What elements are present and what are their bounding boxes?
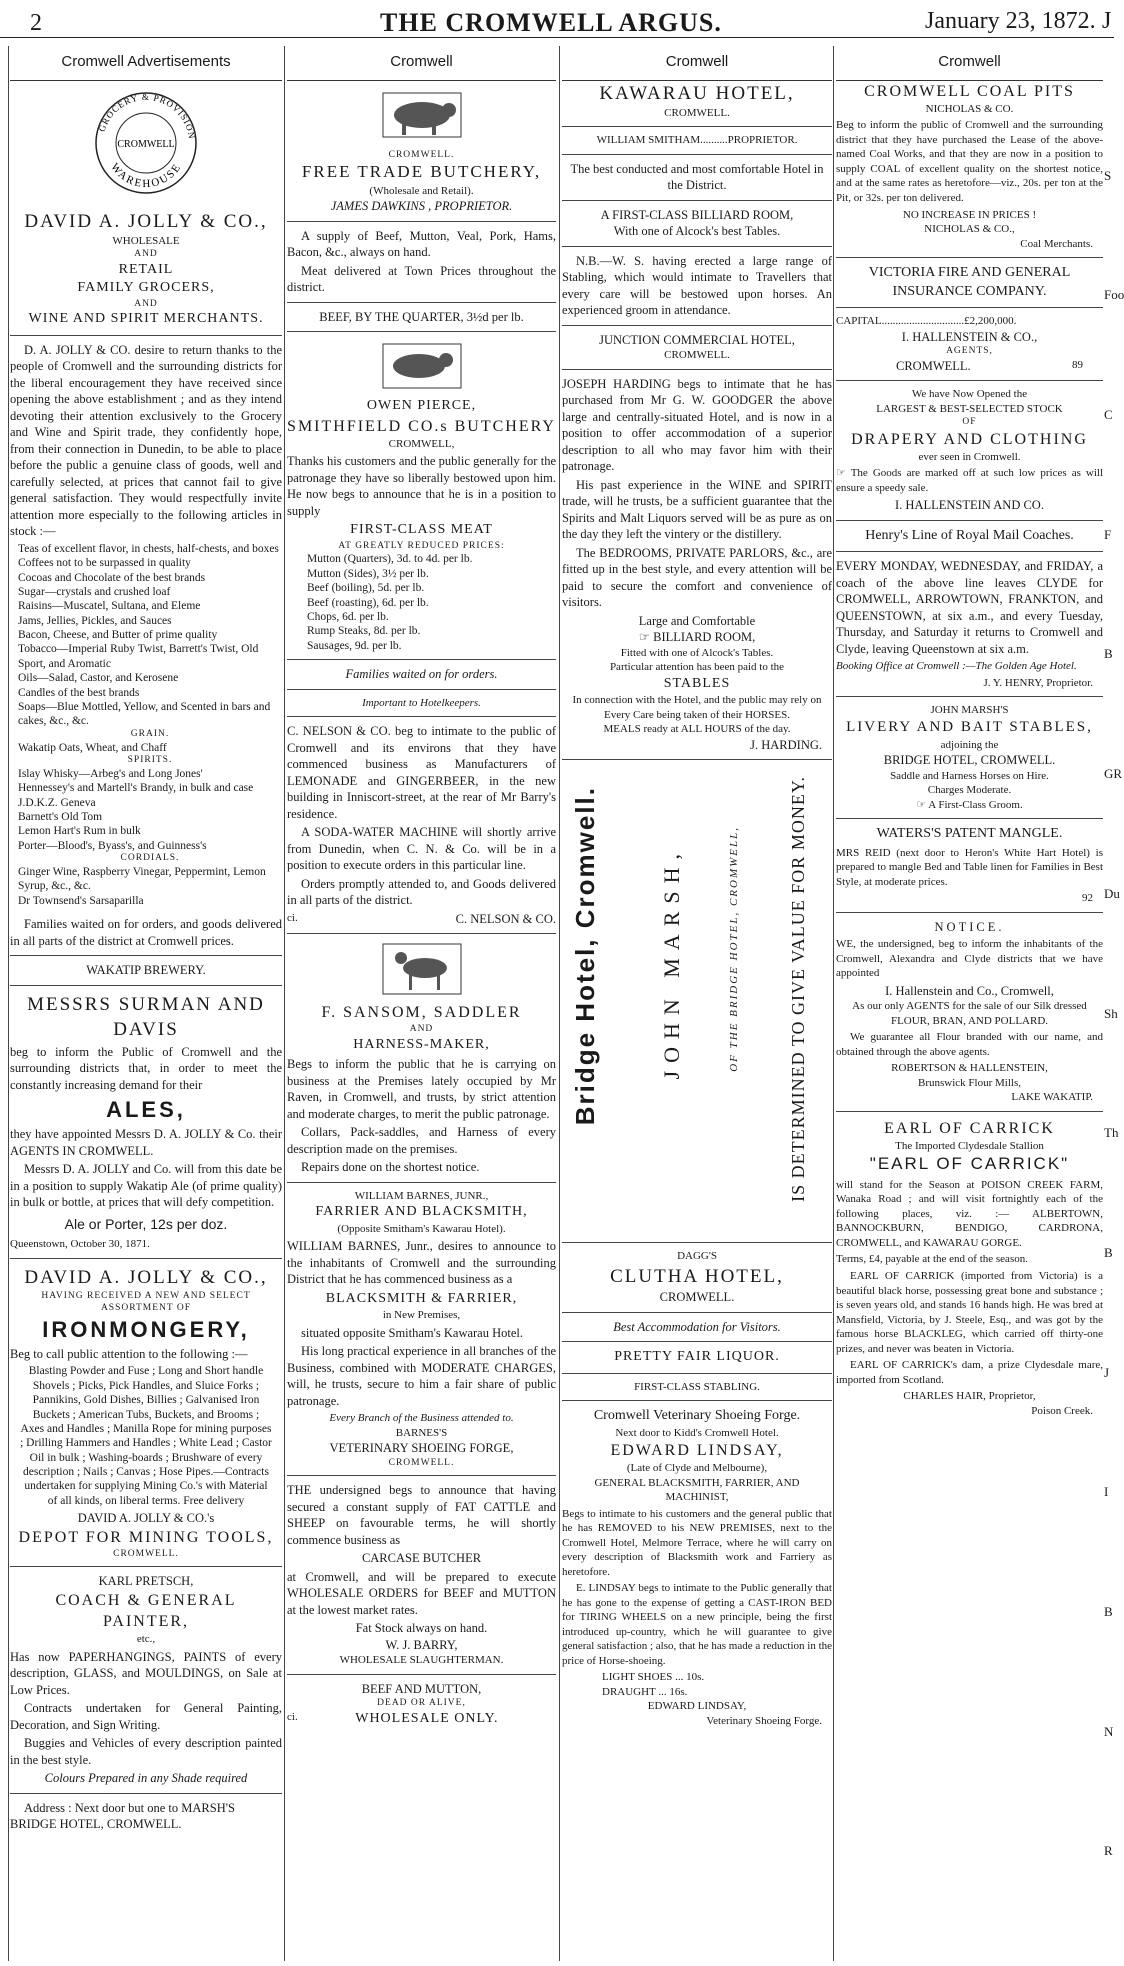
- carrick-sig: CHARLES HAIR, Proprietor,: [903, 1390, 1036, 1403]
- pretsch-etc: etc.,: [136, 1633, 156, 1646]
- column-3: [562, 46, 832, 1961]
- drapery-note: The Goods are marked off at such low prices as will ensure a speedy sale.: [836, 467, 1103, 494]
- forge-sig: EDWARD LINDSAY,: [647, 1700, 747, 1713]
- kawarau-ad: [562, 81, 832, 319]
- victoria-title: VICTORIA FIRE AND GENERAL INSURANCE COMPANY.: [868, 265, 1071, 299]
- brewery-ales: ALES,: [106, 1097, 186, 1123]
- carrick-ad: [836, 1118, 1103, 1418]
- svg-text:GROCERY & PROVISION: [97, 92, 197, 140]
- sansom-ad: [287, 940, 556, 1176]
- barnes-sub: (Opposite Smitham's Kawarau Hotel).: [337, 1222, 506, 1235]
- coal-sig: NICHOLAS & CO.,: [924, 223, 1015, 236]
- brewery-ad: [10, 962, 282, 1252]
- victoria-place: CROMWELL.: [896, 358, 971, 373]
- notice-body2: We guarantee all Flour branded with our name, and obtained through the above agents.: [836, 1031, 1103, 1058]
- barnes-forge: VETERINARY SHOEING FORGE,: [329, 1441, 514, 1456]
- brewery-lead: MESSRS SURMAN AND DAVIS: [27, 993, 265, 1040]
- forge-next: Next door to Kidd's Cromwell Hotel.: [615, 1426, 779, 1439]
- dawkins-place: CROMWELL.: [388, 149, 455, 160]
- list-item: Dr Townsend's Sarsaparilla: [18, 894, 144, 907]
- barnes-sig: BARNES'S: [395, 1426, 448, 1439]
- forge-name: EDWARD LINDSAY,: [610, 1442, 784, 1460]
- ironmongery-place: CROMWELL.: [113, 1548, 179, 1559]
- barry-offer: BEEF AND MUTTON,: [361, 1681, 482, 1696]
- junction-title: JUNCTION COMMERCIAL HOTEL,: [599, 332, 795, 347]
- carrick-name: "EARL OF CARRICK": [869, 1154, 1070, 1174]
- edge-fragment: Th: [1104, 1125, 1119, 1141]
- marsh-charges: Charges Moderate.: [927, 784, 1012, 797]
- list-item: Bacon, Cheese, and Butter of prime quality: [18, 629, 218, 642]
- pierce-ad: [287, 338, 556, 682]
- edge-fragment: Du: [1104, 885, 1120, 901]
- henry-office: Booking Office at Cromwell :—The Golden Age Hotel.: [836, 660, 1077, 673]
- nelson-body: C. NELSON & CO. beg to intimate to the public of Cromwell and its environs that they have commenced business as Manufacturers of LEMONADE and GINGERBEER, in the new building in Inniscort-street, at the rear of Mr Barry's residence.: [287, 724, 556, 821]
- jolly-line: RETAIL: [118, 261, 174, 277]
- masthead: [0, 0, 1114, 38]
- list-item: Islay Whisky—Arbeg's and Long Jones': [18, 767, 203, 780]
- kawarau-place: CROMWELL.: [664, 106, 730, 119]
- list-item: Candles of the best brands: [18, 686, 140, 699]
- brewery-head: WAKATIP BREWERY.: [86, 963, 206, 978]
- junction-place: CROMWELL.: [664, 349, 730, 362]
- victoria-num: 89: [1072, 358, 1083, 371]
- barnes-body2: situated opposite Smitham's Kawarau Hotel.: [301, 1325, 524, 1340]
- column-divider: [284, 46, 285, 1961]
- kawarau-billiard: A FIRST-CLASS BILLIARD ROOM,: [600, 207, 794, 222]
- brewery-body3: Messrs D. A. JOLLY and Co. will from this date be in a position to supply Wakatip Ale (of prime quality) in bulk or bottle, at prices that will defy competition.: [10, 1162, 282, 1210]
- barnes-ad: [287, 1189, 556, 1470]
- kawarau-prop: WILLIAM SMITHAM..........PROPRIETOR.: [596, 134, 798, 147]
- list-item: Barnett's Old Tom: [18, 810, 103, 823]
- dawkins-title: FREE TRADE BUTCHERY,: [301, 162, 542, 182]
- clutha-title: CLUTHA HOTEL,: [610, 1265, 784, 1287]
- drapery-stock: LARGEST & BEST-SELECTED STOCK: [876, 402, 1063, 415]
- list-item: Hennessey's and Martell's Brandy, in bulk and case: [18, 782, 254, 795]
- edge-fragment: B: [1104, 1603, 1113, 1619]
- mangle-num: 92: [1082, 892, 1093, 905]
- list-item: Lemon Hart's Rum in bulk: [18, 825, 141, 838]
- forge-late: (Late of Clyde and Melbourne),: [626, 1462, 768, 1475]
- seal-ring-text: GROCERY & PROVISION: [96, 91, 197, 140]
- list-heading: GRAIN.: [130, 728, 170, 739]
- sansom-body: Begs to inform the public that he is carrying on business at the Premises lately occupied by Mr Raven, in Cromwell, and trusts, by strict attention and moderate charges, to merit the public patronage.: [287, 1057, 556, 1121]
- coal-sig2: Coal Merchants.: [1020, 237, 1093, 250]
- marsh-hotel: BRIDGE HOTEL, CROMWELL.: [883, 753, 1056, 768]
- dawkins-sub: (Wholesale and Retail).: [369, 184, 474, 197]
- pretsch-body2: Contracts undertaken for General Painting, Decoration, and Sign Writing.: [10, 1701, 282, 1732]
- drapery-sig: I. HALLENSTEIN AND CO.: [895, 498, 1044, 513]
- list-item: Wakatip Oats, Wheat, and Chaff: [18, 741, 167, 754]
- clutha-ad: [562, 1249, 832, 1394]
- edge-fragment: J: [1104, 1364, 1110, 1380]
- barry-ci: ci.: [287, 1710, 298, 1723]
- kawarau-tables: With one of Alcock's best Tables.: [613, 224, 781, 239]
- henry-sig: J. Y. HENRY, Proprietor.: [983, 676, 1093, 689]
- seal-bottom-text: WAREHOUSE: [108, 160, 185, 190]
- drapery-title: DRAPERY AND CLOTHING: [851, 430, 1088, 448]
- barry-stock: Fat Stock always on hand.: [355, 1621, 488, 1636]
- notice-as: As our only AGENTS for the sale of our Silk dressed: [852, 1000, 1087, 1013]
- list-item: Beef (boiling), 5d. per lb.: [307, 582, 425, 595]
- ironmongery-ad: [10, 1265, 282, 1561]
- list-item: Chops, 6d. per lb.: [307, 610, 389, 623]
- list-item: Oils—Salad, Castor, and Kerosene: [18, 672, 179, 685]
- mangle-body: MRS REID (next door to Heron's White Hart Hotel) is prepared to mangle Bed and Table linen for Families in Best Style, at moderate prices.: [836, 846, 1103, 888]
- pierce-reduced: AT GREATLY REDUCED PRICES:: [338, 540, 505, 551]
- victoria-agent: I. HALLENSTEIN & CO.,: [901, 329, 1038, 344]
- kawarau-body: The best conducted and most comfortable Hotel in the District.: [570, 161, 824, 193]
- clutha-stabling: FIRST-CLASS STABLING.: [634, 1380, 760, 1393]
- hand-pointer-icon: ☞: [916, 798, 929, 811]
- drapery-note-row: [836, 466, 1103, 495]
- edge-fragment: Foo: [1104, 287, 1124, 303]
- list-item: Soaps—Blue Mottled, Yellow, and Scented in bars and cakes, &c., &c.: [18, 700, 271, 728]
- list-heading: SPIRITS.: [127, 754, 173, 765]
- jolly-line: WINE AND SPIRIT MERCHANTS.: [28, 311, 264, 327]
- pierce-meat: FIRST-CLASS MEAT: [350, 522, 493, 538]
- list-item: Mutton (Quarters), 3d. to 4d. per lb.: [307, 553, 473, 566]
- list-item: Tobacco—Imperial Ruby Twist, Barrett's Twist, Old Sport, and Aromatic: [18, 643, 259, 670]
- jolly-and: AND: [134, 298, 158, 309]
- forge-draught: DRAUGHT ... 16s.: [602, 1685, 688, 1698]
- carrick-intro: The Imported Clydesdale Stallion: [895, 1139, 1044, 1152]
- nelson-head: Important to Hotelkeepers.: [362, 696, 481, 709]
- edge-fragment: F: [1104, 526, 1112, 542]
- ironmongery-depot: DEPOT FOR MINING TOOLS,: [18, 1528, 274, 1546]
- forge-sig2: Veterinary Shoeing Forge.: [706, 1714, 822, 1727]
- carrick-place: Poison Creek.: [1031, 1404, 1093, 1417]
- list-item: Cocoas and Chocolate of the best brands: [18, 571, 206, 584]
- edge-fragment: B: [1104, 1244, 1113, 1260]
- bridge-hotel-ad: [562, 766, 832, 1236]
- junction-body: JOSEPH HARDING begs to intimate that he has purchased from Mr G. W. GOODGER the above large and centrally-situated Hotel, and is now in a position to offer accommodation of a superior description to all who may favor him with their patronage.: [562, 376, 832, 474]
- barnes-trade: BLACKSMITH & FARRIER,: [325, 1290, 518, 1306]
- barnes-premises: in New Premises,: [382, 1309, 461, 1322]
- dawkins-ad: [287, 85, 556, 325]
- pretsch-body: Has now PAPERHANGINGS, PAINTS of every description, GLASS, and MOULDINGS, on Sale at Low Prices.: [10, 1649, 282, 1697]
- bridge-of: OF THE BRIDGE HOTEL, CROMWELL,: [728, 826, 740, 1073]
- carrick-terms: Terms, £4, payable at the end of the season.: [836, 1253, 1028, 1266]
- pretsch-ad: [10, 1573, 282, 1832]
- coal-body: Beg to inform the public of Cromwell and the surrounding district that they have purchased the Lease of the above-named Coal Works, and that they are now in a position to supply COAL of excellent quality on the shortest notice, and at the same rates as heretofore—viz., 20s. per ton at the Pit, or 32s. per ton delivered.: [836, 119, 1103, 204]
- list-item: Coffees not to be surpassed in quality: [18, 557, 191, 570]
- barry-dead: DEAD OR ALIVE,: [377, 1698, 466, 1709]
- marsh-hire: Saddle and Harness Horses on Hire.: [890, 769, 1049, 782]
- drapery-ever: ever seen in Cromwell.: [918, 450, 1021, 463]
- list-item: Mutton (Sides), 3½ per lb.: [307, 567, 429, 580]
- bridge-hotel-title: Bridge Hotel, Cromwell.: [570, 786, 600, 1126]
- brewery-date: Queenstown, October 30, 1871.: [10, 1238, 150, 1251]
- junction-meals: MEALS ready at ALL HOURS of the day.: [603, 723, 791, 736]
- next-page-edge: J: [1102, 8, 1112, 34]
- list-item: Teas of excellent flavor, in chests, half-chests, and boxes: [18, 542, 279, 555]
- edge-fragment: S: [1104, 167, 1112, 183]
- marsh-groom-row: [836, 798, 1103, 813]
- jolly-line: WHOLESALE: [112, 234, 180, 247]
- list-item: Beef (roasting), 6d. per lb.: [307, 596, 429, 609]
- barnes-title: FARRIER AND BLACKSMITH,: [315, 1204, 528, 1220]
- barry-body: THE undersigned begs to announce that having secured a constant supply of FAT CATTLE and SHEEP on favourable terms, he will shortly commence business as: [287, 1483, 556, 1547]
- notice-body: WE, the undersigned, beg to inform the inhabitants of the Cromwell, Alexandra and Clyde districts that we have appointed: [836, 938, 1103, 980]
- sansom-sub: HARNESS-MAKER,: [353, 1036, 490, 1052]
- edge-fragment: Sh: [1104, 1005, 1118, 1021]
- list-item: J.D.K.Z. Geneva: [18, 796, 96, 809]
- pierce-title: SMITHFIELD CO.s BUTCHERY: [287, 417, 556, 435]
- junction-stables: STABLES: [663, 675, 731, 691]
- pierce-footer: Families waited on for orders.: [345, 667, 498, 681]
- nelson-ci: ci.: [287, 911, 298, 924]
- coal-pits-ad: [836, 81, 1103, 251]
- victoria-capital: CAPITAL..............................£2,200,000.: [836, 315, 1017, 327]
- junction-care: Every Care being taken of their HORSES.: [603, 708, 791, 721]
- forge-light: LIGHT SHOES ... 10s.: [602, 1671, 705, 1684]
- marsh-title: LIVERY AND BAIT STABLES,: [846, 718, 1093, 735]
- flour-notice-ad: [836, 919, 1103, 1105]
- barry-trade: CARCASE BUTCHER: [361, 1551, 482, 1566]
- jolly-grocer-ad: [10, 85, 282, 949]
- column-2: [287, 46, 556, 1961]
- forge-body2: E. LINDSAY begs to intimate to the Public generally that he has gone to the expense of getting a CAST-IRON BED for TIRING WHEELS on a new principle, being the first introduced up-country, which he will guarantee to give general satisfaction ; also, that he has made a reduction in the price of Horse-shoeing.: [562, 1582, 833, 1667]
- newspaper-title: THE CROMWELL ARGUS.: [380, 8, 722, 37]
- sansom-and: AND: [409, 1024, 434, 1035]
- marsh-groom: A First-Class Groom.: [928, 798, 1023, 811]
- kawarau-title: KAWARAU HOTEL,: [599, 82, 795, 104]
- ox-icon: [377, 338, 467, 393]
- marsh-head: JOHN MARSH'S: [930, 704, 1009, 717]
- edge-fragment: N: [1104, 1723, 1114, 1739]
- ironmongery-intro: Beg to call public attention to the following :—: [10, 1346, 248, 1361]
- notice-flour: FLOUR, BRAN, AND POLLARD.: [890, 1014, 1049, 1027]
- notice-lake: LAKE WAKATIP.: [1011, 1091, 1093, 1104]
- barnes-head: WILLIAM BARNES, JUNR.,: [354, 1189, 489, 1202]
- kawarau-nb: N.B.—W. S. having erected a large range of Stabling, which would intimate to Travellers that every care will be bestowed upon horses. An experienced groom in attendance.: [562, 253, 832, 318]
- edge-fragment: B: [1104, 646, 1113, 662]
- pretsch-address: Address : Next door but one to MARSH'S BRIDGE HOTEL, CROMWELL.: [10, 1800, 235, 1832]
- list-item: Rump Steaks, 8d. per lb.: [307, 625, 421, 638]
- horse-icon: [377, 940, 467, 998]
- jolly-name: DAVID A. JOLLY & CO.,: [24, 210, 268, 232]
- junction-sig: J. HARDING.: [750, 737, 822, 752]
- column-heading: Cromwell Advertisements: [10, 46, 282, 81]
- ironmongery-sub: HAVING RECEIVED A NEW AND SELECT ASSORTMENT OF: [41, 1290, 251, 1314]
- list-item: Ginger Wine, Raspberry Vinegar, Peppermint, Lemon Syrup, &c., &c.: [18, 865, 266, 893]
- nelson-body3: Orders promptly attended to, and Goods delivered in all parts of the district.: [287, 876, 556, 908]
- clutha-liquor: PRETTY FAIR LIQUOR.: [614, 1349, 780, 1365]
- junction-room: Large and Comfortable: [638, 613, 756, 628]
- junction-billiard-row: [562, 629, 832, 646]
- edge-fragment: I: [1104, 1484, 1109, 1500]
- column-1: [10, 46, 282, 1961]
- clutha-best: Best Accommodation for Visitors.: [613, 1319, 781, 1334]
- junction-ad: [562, 332, 832, 754]
- barry-sig: W. J. BARRY,: [385, 1637, 458, 1652]
- barry-body2: at Cromwell, and will be prepared to execute WHOLESALE ORDERS for BEEF and MUTTON at the lowest market rates.: [287, 1569, 556, 1617]
- clutha-dagg: DAGG'S: [677, 1250, 717, 1263]
- hand-pointer-icon: ☞: [836, 467, 851, 480]
- junction-body2: His past experience in the WINE and SPIRIT trade, will he trusts, be a sufficient guarantee that the Spirits and Malt Liquors served will be as pure as on the day they left the vintery or the distillery.: [562, 477, 832, 542]
- drapery-intro: We have Now Opened the: [911, 388, 1028, 401]
- issue-date: January 23, 1872.: [925, 8, 1096, 34]
- pretsch-colours: Colours Prepared in any Shade required: [44, 1771, 248, 1786]
- list-item: Porter—Blood's, Byass's, and Guinness's: [18, 839, 207, 852]
- nelson-sig: C. NELSON & CO.: [455, 911, 556, 926]
- marsh-stables-ad: [836, 703, 1103, 812]
- notice-sig: ROBERTSON & HALLENSTEIN,: [891, 1062, 1048, 1075]
- edge-fragment: C: [1104, 407, 1113, 423]
- barnes-place: CROMWELL.: [388, 1457, 455, 1468]
- carrick-body3: EARL OF CARRICK's dam, a prize Clydesdale mare, imported from Scotland.: [836, 1359, 1103, 1386]
- barnes-body3: His long practical experience in all branches of the Business, combined with MODERATE CHARGES, will, he trusts, secure to him a fair share of public patronage.: [287, 1344, 556, 1408]
- lindsay-ad: [562, 1407, 832, 1728]
- column-divider: [559, 46, 560, 1961]
- dawkins-note: Meat delivered at Town Prices throughout the district.: [287, 263, 556, 295]
- ox-icon: [377, 85, 467, 145]
- edge-fragment: GR: [1104, 766, 1123, 782]
- drapery-of: OF: [962, 417, 977, 428]
- carrick-body2: EARL OF CARRICK (imported from Victoria) is a beautiful black horse, possessing great bone and substance ; is seven years old, and stands 16 hands high. He was bred at Mansfield, Victoria, by J. Steele, Esq., and was got by the famous horse BLACKLEG, which carried off thirty-one prizes, and never was beaten in Victoria.: [836, 1269, 1103, 1355]
- henry-coaches-ad: [836, 527, 1103, 691]
- nelson-ad: [287, 696, 556, 928]
- column-divider: [833, 46, 834, 1961]
- pretsch-head: KARL PRETSCH,: [98, 1574, 194, 1589]
- list-item: Jams, Jellies, Pickles, and Sauces: [18, 614, 172, 627]
- pretsch-body3: Buggies and Vehicles of every description painted in the best style.: [10, 1736, 282, 1767]
- coal-increase: NO INCREASE IN PRICES !: [902, 208, 1037, 221]
- ironmongery-sig: DAVID A. JOLLY & CO.'s: [77, 1511, 215, 1526]
- pierce-place: CROMWELL,: [388, 437, 455, 450]
- column-4: [836, 46, 1103, 1961]
- brewery-price: Ale or Porter, 12s per doz.: [64, 1215, 228, 1232]
- list-heading: CORDIALS.: [120, 853, 180, 864]
- forge-trade: GENERAL BLACKSMITH, FARRIER, AND MACHINIST,: [594, 1476, 800, 1504]
- carrick-body: will stand for the Season at POISON CREEK FARM, Wanaka Road ; and will visit fortnightly each of the following places, viz. :— ALBERTOWN, BANNOCKBURN, BENDIGO, CARDRONA, CROMWELL, and KAWARAU GORGE.: [836, 1178, 1103, 1249]
- junction-fitted: Fitted with one of Alcock's Tables.: [620, 646, 774, 659]
- notice-head: NOTICE.: [934, 919, 1005, 934]
- seal-center-text: CROMWELL: [117, 138, 175, 150]
- drapery-ad: [836, 387, 1103, 514]
- forge-title: Cromwell Veterinary Shoeing Forge.: [593, 1408, 801, 1424]
- column-heading: Cromwell: [287, 46, 556, 81]
- column-divider: [8, 46, 9, 1961]
- barry-whole: WHOLESALE ONLY.: [355, 1710, 499, 1726]
- junction-billiard: BILLIARD ROOM,: [653, 630, 756, 645]
- junction-body3: The BEDROOMS, PRIVATE PARLORS, &c., are fitted up in the best style, and every attention will be paid to secure the comfort and convenience of visitors.: [562, 545, 832, 610]
- bridge-slogan: IS DETERMINED TO GIVE VALUE FOR MONEY.: [788, 776, 808, 1203]
- notice-mills: Brunswick Flour Mills,: [918, 1076, 1021, 1089]
- mangle-ad: [836, 825, 1103, 906]
- column-heading: Cromwell: [562, 46, 832, 81]
- brewery-body2: they have appointed Messrs D. A. JOLLY & Co. their AGENTS IN CROMWELL.: [10, 1127, 282, 1158]
- dawkins-body: A supply of Beef, Mutton, Veal, Pork, Hams, Bacon, &c., always on hand.: [287, 228, 556, 260]
- warehouse-seal-icon: [91, 85, 201, 205]
- dawkins-prop: JAMES DAWKINS , PROPRIETOR.: [330, 199, 513, 214]
- sansom-body3: Repairs done on the shortest notice.: [301, 1160, 480, 1175]
- junction-body4: In connection with the Hotel, and the public may rely on: [572, 694, 822, 707]
- jolly-line: FAMILY GROCERS,: [77, 280, 215, 296]
- ironmongery-name: DAVID A. JOLLY & CO.,: [24, 1266, 268, 1288]
- jolly-and: AND: [134, 249, 158, 260]
- marsh-adj: adjoining the: [940, 738, 999, 751]
- bridge-owner: JOHN MARSH,: [659, 846, 684, 1080]
- pierce-body: Thanks his customers and the public generally for the patronage they have so liberally bestowed upon him. He now begs to announce that he is in a position to supply: [287, 454, 556, 518]
- barnes-note: Every Branch of the Business attended to.: [329, 1412, 514, 1425]
- junction-attention: Particular attention has been paid to the: [609, 661, 785, 674]
- brewery-body: beg to inform the Public of Cromwell and the surrounding districts that, in order to meet the constantly increasing demand for their: [10, 1044, 282, 1092]
- nelson-body2: A SODA-WATER MACHINE will shortly arrive from Dunedin, when C. N. & Co. will be in a position to execute orders in this particular line.: [287, 825, 556, 873]
- ironmongery-title: IRONMONGERY,: [42, 1316, 250, 1342]
- sansom-title: F. SANSOM, SADDLER: [321, 1004, 522, 1022]
- mangle-title: WATERS'S PATENT MANGLE.: [876, 826, 1063, 842]
- coal-firm: NICHOLAS & CO.: [925, 102, 1014, 115]
- barry-trade2: WHOLESALE SLAUGHTERMAN.: [339, 1654, 504, 1667]
- sansom-body2: Collars, Pack-saddles, and Harness of every description made on the premises.: [287, 1125, 556, 1156]
- edge-fragment: R: [1104, 1843, 1113, 1859]
- clutha-place: CROMWELL.: [659, 1290, 735, 1305]
- victoria-insurance-ad: [836, 264, 1103, 374]
- next-page-edge-column: [1104, 46, 1124, 1961]
- pretsch-title: COACH & GENERAL PAINTER,: [55, 1591, 237, 1630]
- page-number: 2: [30, 10, 42, 36]
- notice-agent: I. Hallenstein and Co., Cromwell,: [885, 983, 1054, 998]
- carrick-title: EARL OF CARRICK: [884, 1119, 1055, 1137]
- column-heading: Cromwell: [836, 46, 1103, 81]
- dawkins-price: BEEF, BY THE QUARTER, 3½d per lb.: [319, 309, 524, 324]
- barry-ad: [287, 1482, 556, 1728]
- list-item: Raisins—Muscatel, Sultana, and Eleme: [18, 600, 201, 613]
- victoria-agents: AGENTS,: [946, 346, 993, 357]
- list-item: Sausages, 9d. per lb.: [307, 639, 402, 652]
- jolly-body: D. A. JOLLY & CO. desire to return thanks to the people of Cromwell and the surrounding districts for the liberal encouragement they have received since opening the above establishment ; and as they intend devoting their attention exclusively to the Grocery and Wine and Spirit trade, they confidently hope, from their connection in Dunedin, to be able to place before the public a genuine class of goods, well and carefully selected, at prices that cannot fail to give general satisfaction. They would respectfully invite attention more especially to the following articles in stock :—: [10, 342, 282, 539]
- pierce-name: OWEN PIERCE,: [366, 398, 477, 414]
- hand-pointer-icon: ☞: [638, 630, 654, 645]
- henry-body: EVERY MONDAY, WEDNESDAY, and FRIDAY, a coach of the above line leaves CLYDE for CROMWELL, ARROWTOWN, FRANKTON, and QUEENSTOWN, at six a.m., and every Tuesday, Thursday, and Saturday it returns to Cromwell and Clyde, leaving Queenstown at six a.m.: [836, 559, 1103, 656]
- list-item: Sugar—crystals and crushed loaf: [18, 585, 171, 598]
- barnes-body: WILLIAM BARNES, Junr., desires to announce to the inhabitants of Cromwell and the surrounding District that he has commenced business as a: [287, 1239, 556, 1287]
- forge-body: Begs to intimate to his customers and the general public that he has REMOVED to his NEW PREMISES, next to the Cromwell Hotel, Melmore Terrace, where he will carry on every description of Blacksmith work and Farriery as heretofore.: [562, 1507, 832, 1578]
- ironmongery-items: Blasting Powder and Fuse ; Long and Short handle Shovels ; Picks, Pick Handles, and Sluice Forks ; Pannikins, Gold Dishes, Billies ; Galvanised Iron Buckets ; American Tubs, Buckets, and Brooms ; Axes and Handles ; Manilla Rope for mining purposes ; Drilling Hammers and Handles ; White Lead ; Castor Oil in bulk ; Washing-boards ; Brushware of every description ; Nails ; Canvas ; Hose Pipes.—Contracts undertaken for supplying Mining Co.'s with Material of all kinds, on liberal terms. Free delivery: [20, 1365, 272, 1507]
- coal-title: CROMWELL COAL PITS: [864, 82, 1075, 100]
- jolly-footer: Families waited on for orders, and goods delivered in all parts of the district at Cromwell prices.: [10, 917, 282, 948]
- henry-title: Henry's Line of Royal Mail Coaches.: [865, 527, 1074, 543]
